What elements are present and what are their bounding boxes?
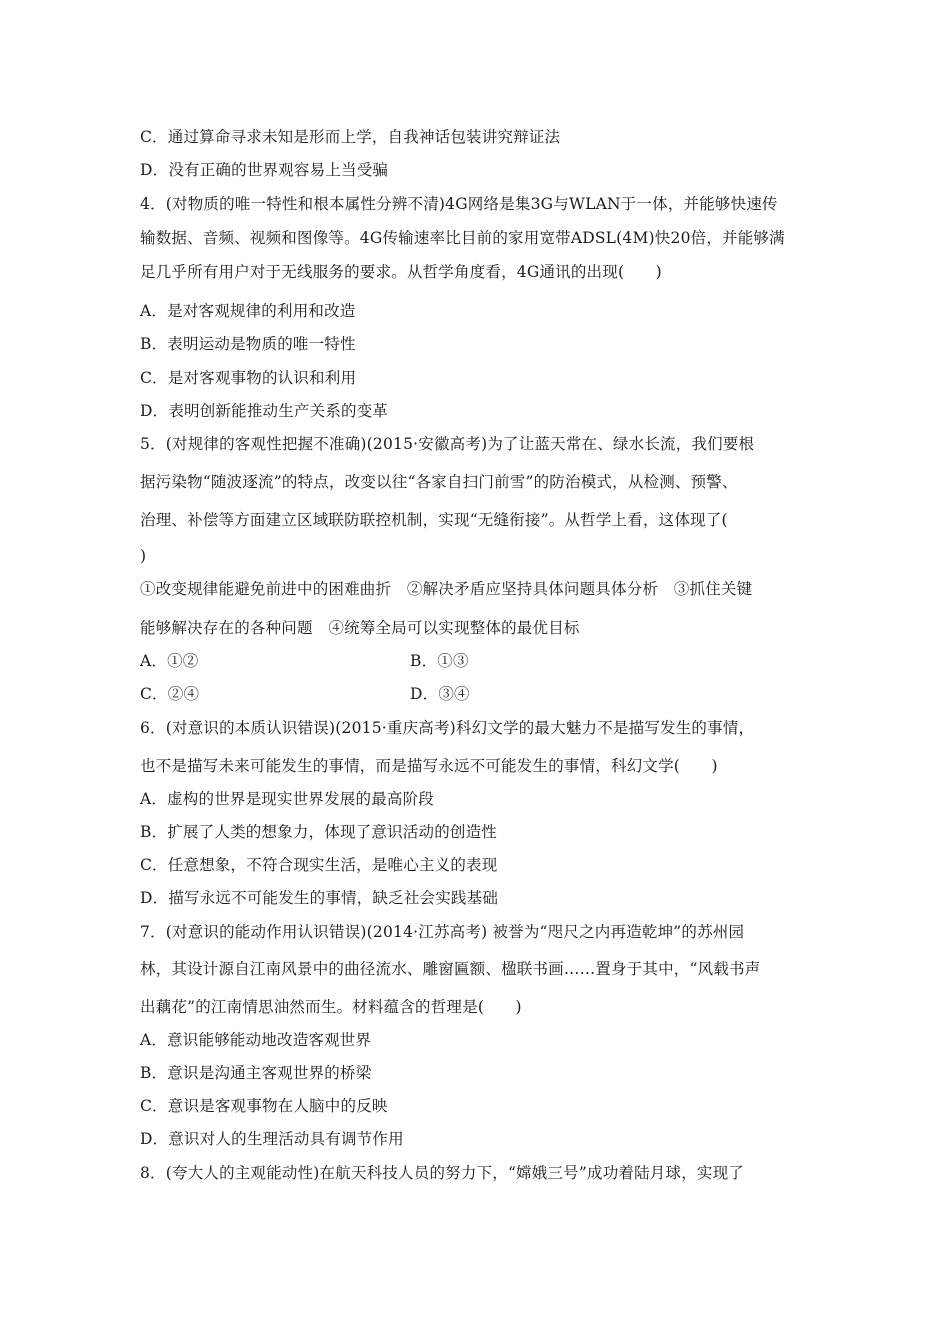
q5-option-d: D．③④ bbox=[410, 685, 470, 703]
q4-stem-line: 足几乎所有用户对于无线服务的要求。从哲学角度看，4G通讯的出现( ) bbox=[140, 263, 662, 281]
q5-statement-line: 能够解决存在的各种问题 ④统筹全局可以实现整体的最优目标 bbox=[140, 619, 580, 637]
q6-option-c: C．任意想象，不符合现实生活，是唯心主义的表现 bbox=[140, 856, 498, 874]
q4-stem-line: 4．(对物质的唯一特性和根本属性分辨不清)4G网络是集3G与WLAN于一体，并能够快速传 bbox=[140, 195, 778, 213]
q5-option-a: A．①② bbox=[140, 652, 199, 670]
q7-stem-line: 林，其设计源自江南风景中的曲径流水、雕窗匾额、楹联书画……置身于其中，“风载书声 bbox=[140, 960, 761, 978]
q6-option-d: D．描写永远不可能发生的事情，缺乏社会实践基础 bbox=[140, 889, 499, 907]
q7-stem-line: 7．(对意识的能动作用认识错误)(2014·江苏高考) 被誉为“咫尺之内再造乾坤”的苏州园 bbox=[140, 923, 745, 941]
q7-stem-line: 出藕花”的江南情思油然而生。材料蕴含的哲理是( ) bbox=[140, 998, 522, 1016]
q5-option-c: C．②④ bbox=[140, 685, 200, 703]
q6-stem-line: 也不是描写未来可能发生的事情，而是描写永远不可能发生的事情，科幻文学( ) bbox=[140, 757, 718, 775]
q7-option-b: B．意识是沟通主客观世界的桥梁 bbox=[140, 1064, 372, 1082]
q3-option-c: C．通过算命寻求未知是形而上学，自我神话包装讲究辩证法 bbox=[140, 128, 561, 146]
q4-stem-line: 输数据、音频、视频和图像等。4G传输速率比目前的家用宽带ADSL(4M)快20倍，并能够满 bbox=[140, 229, 785, 247]
q5-stem-line: 5．(对规律的客观性把握不准确)(2015·安徽高考)为了让蓝天常在、绿水长流，我们要根 bbox=[140, 435, 755, 453]
q5-stem-line: 治理、补偿等方面建立区域联防联控机制，实现“无缝衔接”。从哲学上看，这体现了( bbox=[140, 511, 728, 529]
q5-stem-line: ) bbox=[140, 547, 147, 565]
q4-option-c: C．是对客观事物的认识和利用 bbox=[140, 369, 357, 387]
q6-option-b: B．扩展了人类的想象力，体现了意识活动的创造性 bbox=[140, 823, 497, 841]
q8-stem-line: 8．(夸大人的主观能动性)在航天科技人员的努力下，“嫦娥三号”成功着陆月球，实现了 bbox=[140, 1164, 745, 1182]
q6-stem-line: 6．(对意识的本质认识错误)(2015·重庆高考)科幻文学的最大魅力不是描写发生的事情， bbox=[140, 719, 755, 737]
q7-option-d: D．意识对人的生理活动具有调节作用 bbox=[140, 1130, 404, 1148]
q5-stem-line: 据污染物“随波逐流”的特点，改变以往“各家自扫门前雪”的防治模式，从检测、预警、 bbox=[140, 473, 738, 491]
q7-option-a: A．意识能够能动地改造客观世界 bbox=[140, 1031, 372, 1049]
q4-option-b: B．表明运动是物质的唯一特性 bbox=[140, 335, 356, 353]
q6-option-a: A．虚构的世界是现实世界发展的最高阶段 bbox=[140, 790, 434, 808]
q4-option-a: A．是对客观规律的利用和改造 bbox=[140, 302, 356, 320]
q3-option-d: D．没有正确的世界观容易上当受骗 bbox=[140, 161, 389, 179]
q4-option-d: D．表明创新能推动生产关系的变革 bbox=[140, 402, 389, 420]
q5-statement-line: ①改变规律能避免前进中的困难曲折 ②解决矛盾应坚持具体问题具体分析 ③抓住关键 bbox=[140, 580, 753, 598]
q7-option-c: C．意识是客观事物在人脑中的反映 bbox=[140, 1097, 388, 1115]
q5-option-b: B．①③ bbox=[410, 652, 469, 670]
